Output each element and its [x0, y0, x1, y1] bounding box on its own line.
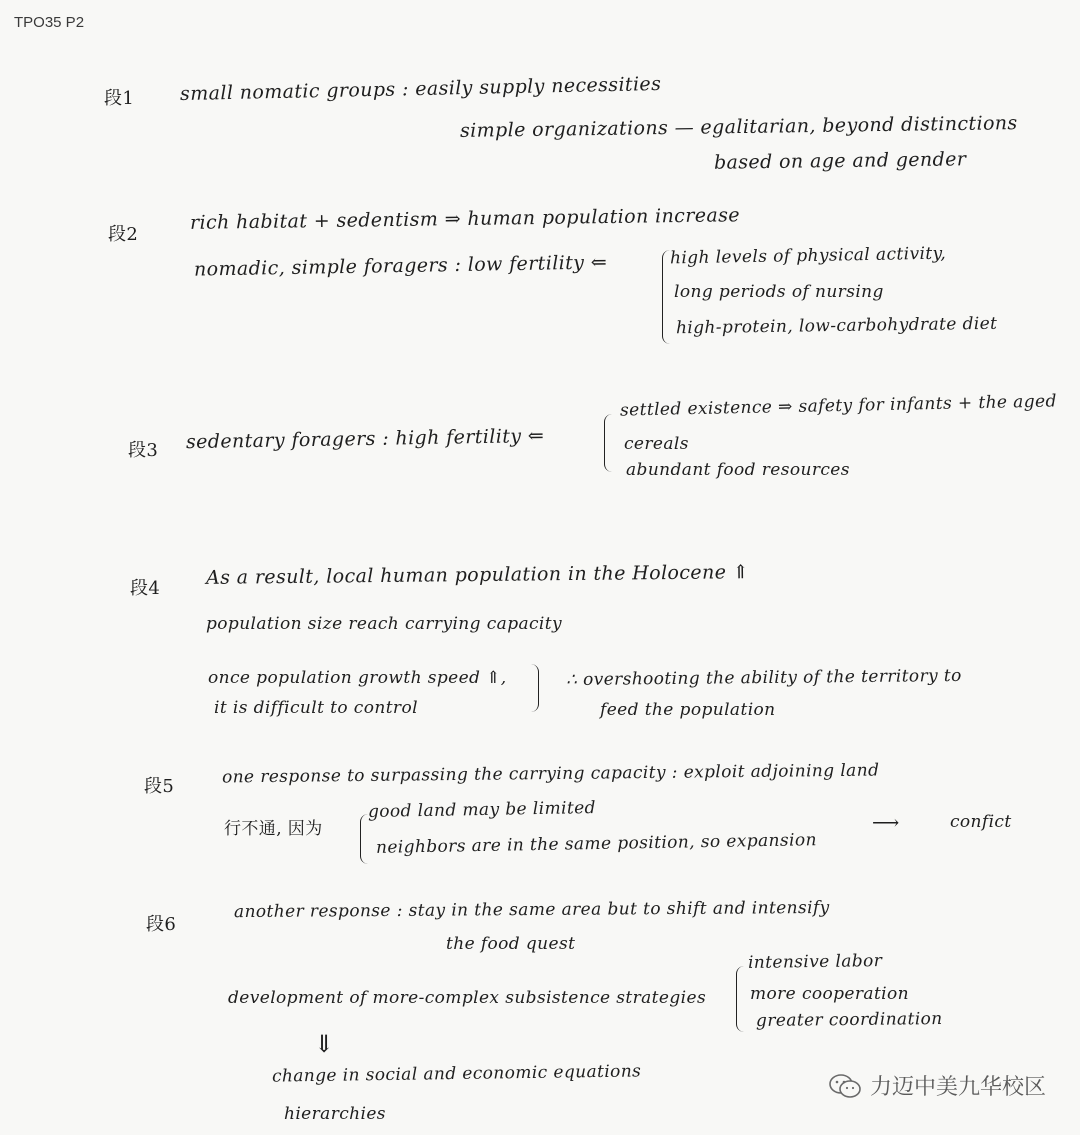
- p3-brace: [604, 414, 613, 472]
- p4-line1: As a result, local human population in the Holocene ⇑: [205, 561, 750, 589]
- p2-line1: rich habitat + sedentism ⇒ human population increase: [189, 204, 741, 234]
- p6-item: intensive labor: [747, 951, 883, 973]
- p1-line1: small nomatic groups : easily supply necessities: [179, 72, 662, 106]
- p5-prefix: 行不通, 因为: [224, 819, 323, 839]
- p6-item: greater coordination: [755, 1009, 943, 1031]
- p6-line5: hierarchies: [284, 1104, 386, 1124]
- p2-item: high-protein, low-carbohydrate diet: [675, 313, 998, 339]
- p1-line2: simple organizations — egalitarian, beyond distinctions: [459, 112, 1018, 142]
- p5-line1: one response to surpassing the carrying capacity : exploit adjoining land: [221, 760, 880, 788]
- page-title: TPO35 P2: [14, 14, 85, 31]
- p4-line3: once population growth speed ⇑,: [208, 668, 507, 688]
- wechat-icon: [828, 1073, 862, 1099]
- p6-label: 段6: [146, 914, 177, 935]
- p4-line2: population size reach carrying capacity: [206, 614, 563, 634]
- p5-item: good land may be limited: [367, 798, 597, 822]
- p6-line3: development of more-complex subsistence strategies: [228, 988, 707, 1008]
- p4-brace: [526, 664, 539, 712]
- p4-line4: it is difficult to control: [214, 698, 418, 718]
- p6-down-arrow: ⇓: [314, 1030, 335, 1058]
- p3-item: abundant food resources: [626, 460, 850, 480]
- p2-label: 段2: [108, 224, 139, 245]
- p6-item: more cooperation: [750, 984, 909, 1004]
- p3-line1: sedentary foragers : high fertility ⇐: [185, 424, 545, 454]
- p2-item: long periods of nursing: [674, 282, 884, 302]
- p2-line2: nomadic, simple foragers : low fertility ⇐: [193, 251, 608, 281]
- p6-line4: change in social and economic equations: [271, 1061, 642, 1087]
- p1-line3: based on age and gender: [713, 148, 967, 174]
- p6-brace: [736, 966, 745, 1032]
- p5-label: 段5: [144, 776, 175, 797]
- p3-item: settled existence ⇒ safety for infants + the aged: [619, 391, 1057, 421]
- p4-line6: feed the population: [600, 700, 776, 720]
- p1-label: 段1: [104, 88, 135, 109]
- p6-line2: the food quest: [446, 934, 576, 954]
- p4-line5: ∴ overshooting the ability of the territory to: [565, 665, 962, 691]
- p6-line1: another response : stay in the same area but to shift and intensify: [233, 897, 830, 923]
- p2-item: high levels of physical activity,: [669, 243, 947, 269]
- p5-arrow: ⟶: [872, 812, 900, 834]
- p5-item: neighbors are in the same position, so expansion: [375, 830, 818, 858]
- p5-result: confict: [950, 812, 1012, 832]
- p3-item: cereals: [624, 434, 689, 454]
- p4-label: 段4: [130, 578, 161, 599]
- watermark: [828, 1070, 1046, 1101]
- watermark-text: 力迈中美九华校区: [869, 1075, 1046, 1100]
- p3-label: 段3: [128, 440, 159, 461]
